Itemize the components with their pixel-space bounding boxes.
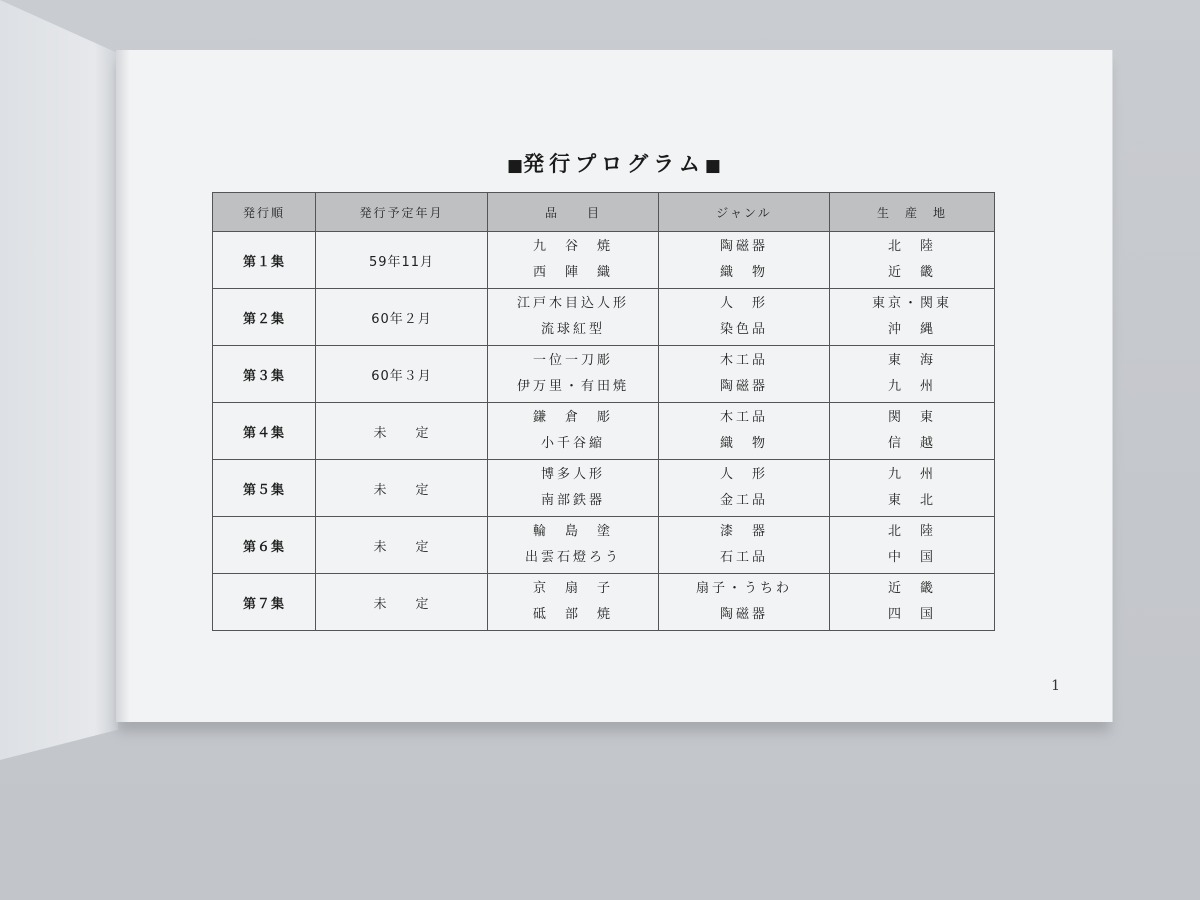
issue-date: 60年３月 — [316, 346, 488, 403]
genre: 木工品 — [719, 410, 768, 425]
table-row — [213, 346, 995, 403]
booklet-page — [116, 50, 1113, 722]
origin-cell — [830, 460, 995, 517]
genre: 陶磁器 — [719, 379, 768, 394]
origin: 九 州 — [887, 379, 936, 394]
table-row — [213, 460, 995, 517]
title-marker-left: ■ — [507, 156, 524, 176]
item: 砥 部 焼 — [532, 607, 613, 622]
origin: 近 畿 — [887, 581, 936, 596]
genre-cell — [659, 403, 830, 460]
issue-number: 第３集 — [213, 346, 316, 403]
items-cell — [488, 574, 659, 631]
genre: 陶磁器 — [719, 607, 768, 622]
item: 江戸木目込人形 — [516, 296, 629, 311]
header-date: 発行予定年月 — [316, 193, 488, 232]
origin: 信 越 — [887, 436, 936, 451]
issue-date: 未 定 — [316, 460, 488, 517]
items-cell — [488, 517, 659, 574]
header-origin: 生 産 地 — [830, 193, 995, 232]
title-text: 発行プログラム — [523, 152, 705, 176]
issue-number: 第１集 — [213, 232, 316, 289]
issue-date: 未 定 — [316, 403, 488, 460]
item: 伊万里・有田焼 — [516, 379, 629, 394]
genre: 金工品 — [719, 493, 768, 508]
genre: 陶磁器 — [719, 239, 768, 254]
genre-cell — [659, 517, 830, 574]
table-row — [213, 403, 995, 460]
origin-cell — [830, 289, 995, 346]
origin-cell — [830, 517, 995, 574]
items-cell — [488, 232, 659, 289]
origin: 東 北 — [887, 493, 936, 508]
page-title — [116, 148, 1112, 178]
origin: 北 陸 — [887, 524, 936, 539]
genre-cell — [659, 346, 830, 403]
genre: 織 物 — [719, 436, 768, 451]
origin: 近 畿 — [887, 265, 936, 280]
genre-cell — [659, 232, 830, 289]
origin: 関 東 — [887, 410, 936, 425]
item: 九 谷 焼 — [532, 239, 613, 254]
origin: 九 州 — [887, 467, 936, 482]
header-order: 発行順 — [213, 193, 316, 232]
table-header-row — [213, 193, 995, 232]
table-row — [213, 574, 995, 631]
issue-number: 第４集 — [213, 403, 316, 460]
genre: 扇子・うちわ — [695, 581, 792, 596]
genre: 石工品 — [719, 550, 768, 565]
genre: 染色品 — [719, 322, 768, 337]
genre: 木工品 — [719, 353, 768, 368]
genre: 漆 器 — [719, 524, 768, 539]
genre: 織 物 — [719, 265, 768, 280]
origin-cell — [830, 574, 995, 631]
origin: 沖 縄 — [887, 322, 936, 337]
item: 出雲石燈ろう — [524, 550, 621, 565]
origin: 中 国 — [887, 550, 936, 565]
issue-number: 第６集 — [213, 517, 316, 574]
issue-program-table — [212, 192, 995, 631]
issue-number: 第７集 — [213, 574, 316, 631]
origin: 北 陸 — [887, 239, 936, 254]
genre-cell — [659, 574, 830, 631]
origin-cell — [830, 232, 995, 289]
origin: 東京・関東 — [871, 296, 952, 311]
item: 一位一刀彫 — [532, 353, 613, 368]
page-number: 1 — [1051, 678, 1060, 694]
item: 流球紅型 — [540, 322, 605, 337]
header-items: 品 目 — [488, 193, 659, 232]
item: 小千谷縮 — [540, 436, 605, 451]
items-cell — [488, 403, 659, 460]
table-row — [213, 289, 995, 346]
item: 博多人形 — [540, 467, 605, 482]
issue-number: 第２集 — [213, 289, 316, 346]
origin: 四 国 — [887, 607, 936, 622]
genre-cell — [659, 460, 830, 517]
issue-date: 未 定 — [316, 517, 488, 574]
left-page — [0, 0, 118, 760]
issue-date: 59年11月 — [316, 232, 488, 289]
origin-cell — [830, 346, 995, 403]
items-cell — [488, 289, 659, 346]
genre: 人 形 — [719, 296, 768, 311]
item: 京 扇 子 — [532, 581, 613, 596]
title-marker-right: ■ — [704, 156, 721, 176]
issue-date: 60年２月 — [316, 289, 488, 346]
genre-cell — [659, 289, 830, 346]
origin-cell — [830, 403, 995, 460]
items-cell — [488, 460, 659, 517]
items-cell — [488, 346, 659, 403]
origin: 東 海 — [887, 353, 936, 368]
item: 輪 島 塗 — [532, 524, 613, 539]
item: 南部鉄器 — [540, 493, 605, 508]
table-row — [213, 232, 995, 289]
genre: 人 形 — [719, 467, 768, 482]
item: 西 陣 織 — [532, 265, 613, 280]
item: 鎌 倉 彫 — [532, 410, 613, 425]
table-row — [213, 517, 995, 574]
issue-number: 第５集 — [213, 460, 316, 517]
issue-date: 未 定 — [316, 574, 488, 631]
header-genre: ジャンル — [659, 193, 830, 232]
